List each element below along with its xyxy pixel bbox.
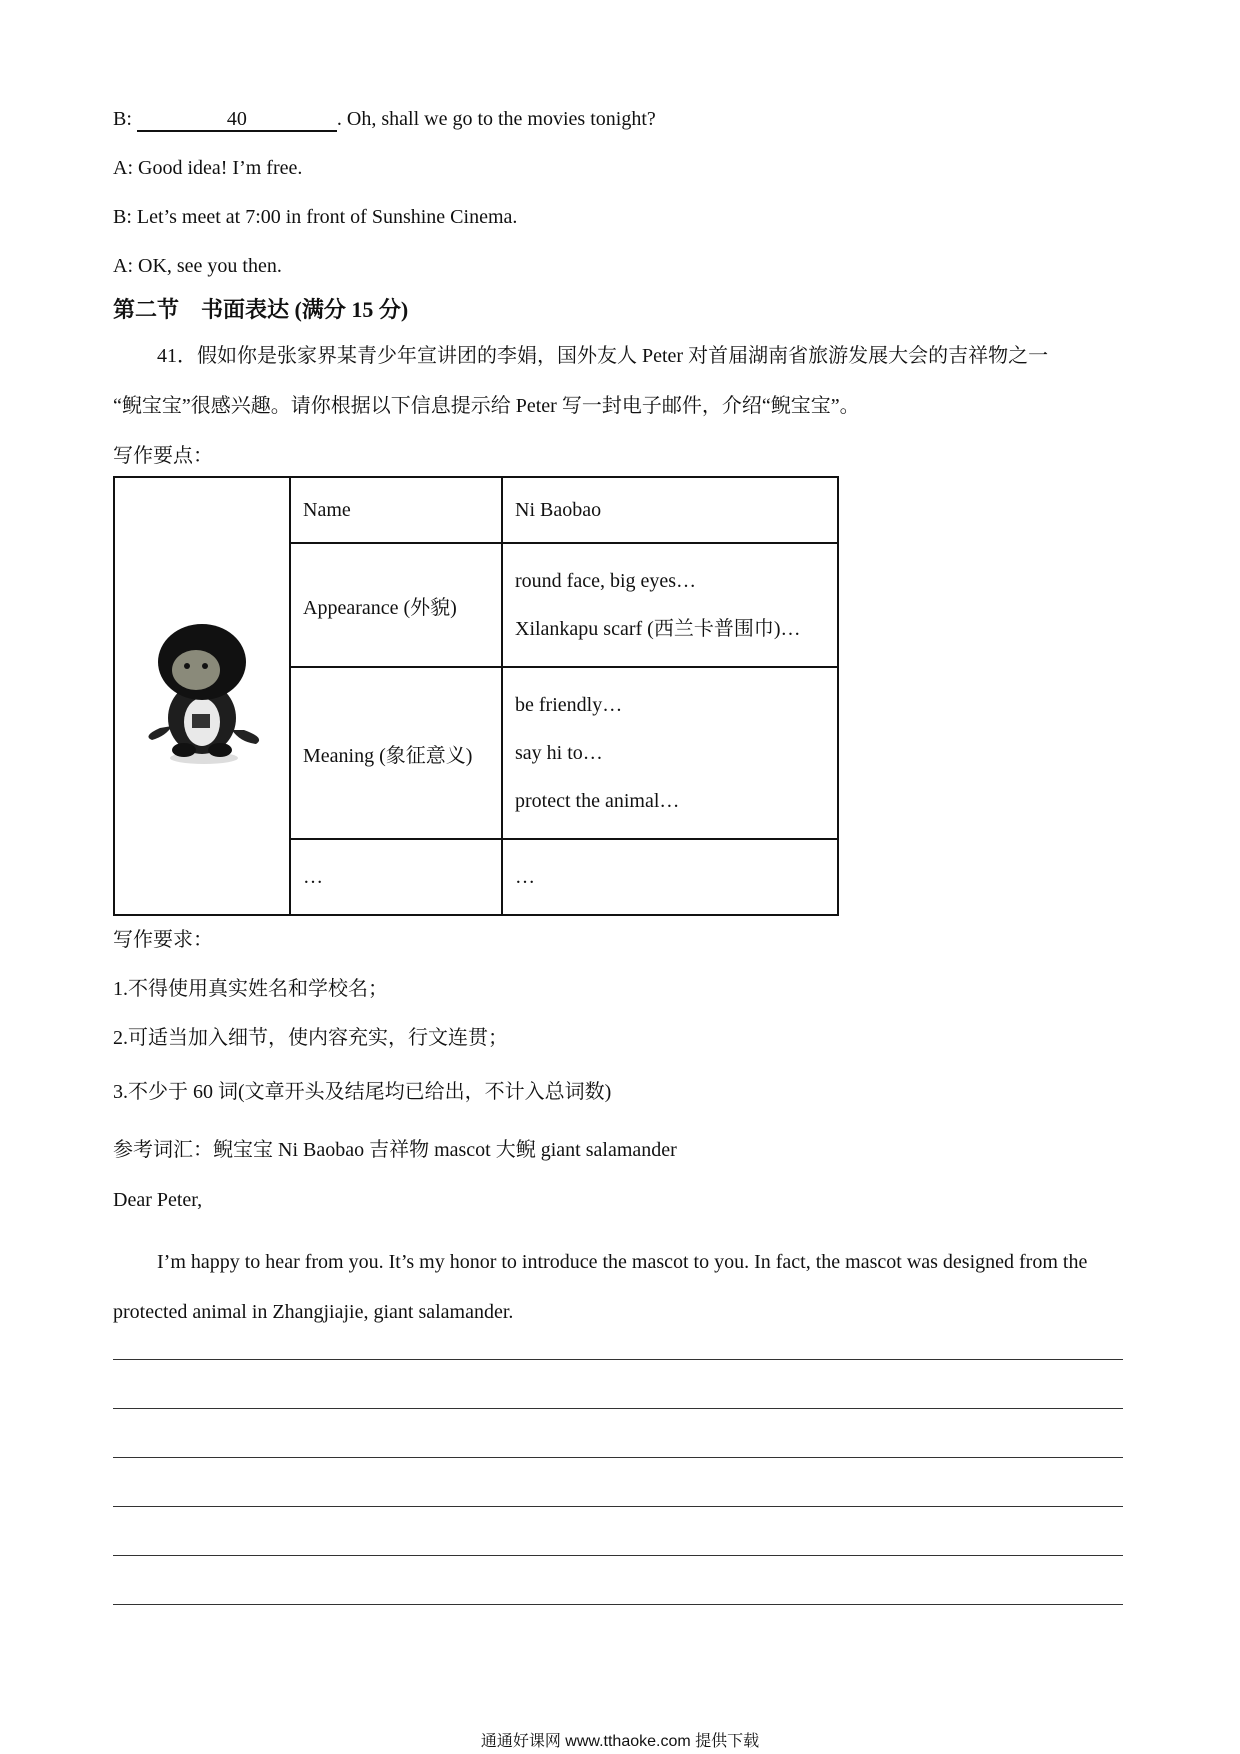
letter-body: I’m happy to hear from you. It’s my honor to introduce the mascot to you. In fact, the mascot was designed from the protected animal in Zhangjiajie, giant salamander. xyxy=(113,1251,1088,1323)
mascot-image-cell xyxy=(114,477,290,915)
letter-greeting: Dear Peter, xyxy=(113,1189,203,1211)
points-label: 写作要点： xyxy=(113,445,213,467)
row-label-meaning: Meaning (象征意义) xyxy=(290,667,502,839)
requirement-item: 3.不少于 60 词(文章开头及结尾均已给出，不计入总词数) xyxy=(113,1081,612,1103)
writing-line[interactable] xyxy=(113,1555,1123,1556)
dialogue-b1 xyxy=(113,107,656,132)
writing-line[interactable] xyxy=(113,1457,1123,1458)
writing-line[interactable] xyxy=(113,1359,1123,1360)
row-value-appearance xyxy=(502,543,838,667)
dialogue-a1: A: Good idea! I’m free. xyxy=(113,157,303,179)
requirement-item: 2.可适当加入细节，使内容充实，行文连贯； xyxy=(113,1027,508,1049)
page-footer: 通通好课网 www.tthaoke.com 提供下载 xyxy=(480,1733,760,1750)
row-value-name xyxy=(502,477,838,543)
task-line-1: 41．假如你是张家界某青少年宣讲团的李娟，国外友人 Peter 对首届湖南省旅游发展大会的吉祥物之一 xyxy=(157,345,1049,367)
writing-line[interactable] xyxy=(113,1408,1123,1409)
value-line: round face, big eyes… xyxy=(515,570,697,592)
value-line: … xyxy=(515,866,535,888)
value-line: be friendly… xyxy=(515,694,623,716)
row-label-appearance: Appearance (外貌) xyxy=(290,543,502,667)
row-value-meaning xyxy=(502,667,838,839)
value-line: Ni Baobao xyxy=(515,499,602,521)
dialogue-a2: A: OK, see you then. xyxy=(113,255,282,277)
task-line-2: “鲵宝宝”很感兴趣。请你根据以下信息提示给 Peter 写一封电子邮件，介绍“鲵宝宝”。 xyxy=(113,395,860,417)
blank-number: 40 xyxy=(226,108,247,130)
vocab-line: 参考词汇：鲵宝宝 Ni Baobao 吉祥物 mascot 大鲵 giant salamander xyxy=(113,1139,677,1161)
value-line: protect the animal… xyxy=(515,790,680,812)
writing-line[interactable] xyxy=(113,1604,1123,1605)
row-label-more: … xyxy=(290,839,502,915)
mascot-image xyxy=(132,618,272,768)
row-value-more xyxy=(502,839,838,915)
section-heading: 第二节 书面表达 (满分 15 分) xyxy=(113,297,409,322)
dialogue-b2: B: Let’s meet at 7:00 in front of Sunshine Cinema. xyxy=(113,206,518,228)
answer-blank-40[interactable] xyxy=(137,108,337,132)
value-line: Xilankapu scarf (西兰卡普围巾)… xyxy=(515,618,801,640)
requirement-item: 1.不得使用真实姓名和学校名； xyxy=(113,978,388,1000)
table-row xyxy=(114,477,838,543)
value-line: say hi to… xyxy=(515,742,603,764)
dialogue-b1-text: . Oh, shall we go to the movies tonight? xyxy=(336,108,656,130)
speaker-b: B: xyxy=(113,108,132,130)
writing-line[interactable] xyxy=(113,1506,1123,1507)
requirements-label: 写作要求： xyxy=(113,929,213,951)
row-label-name: Name xyxy=(290,477,502,543)
info-table xyxy=(113,476,839,916)
